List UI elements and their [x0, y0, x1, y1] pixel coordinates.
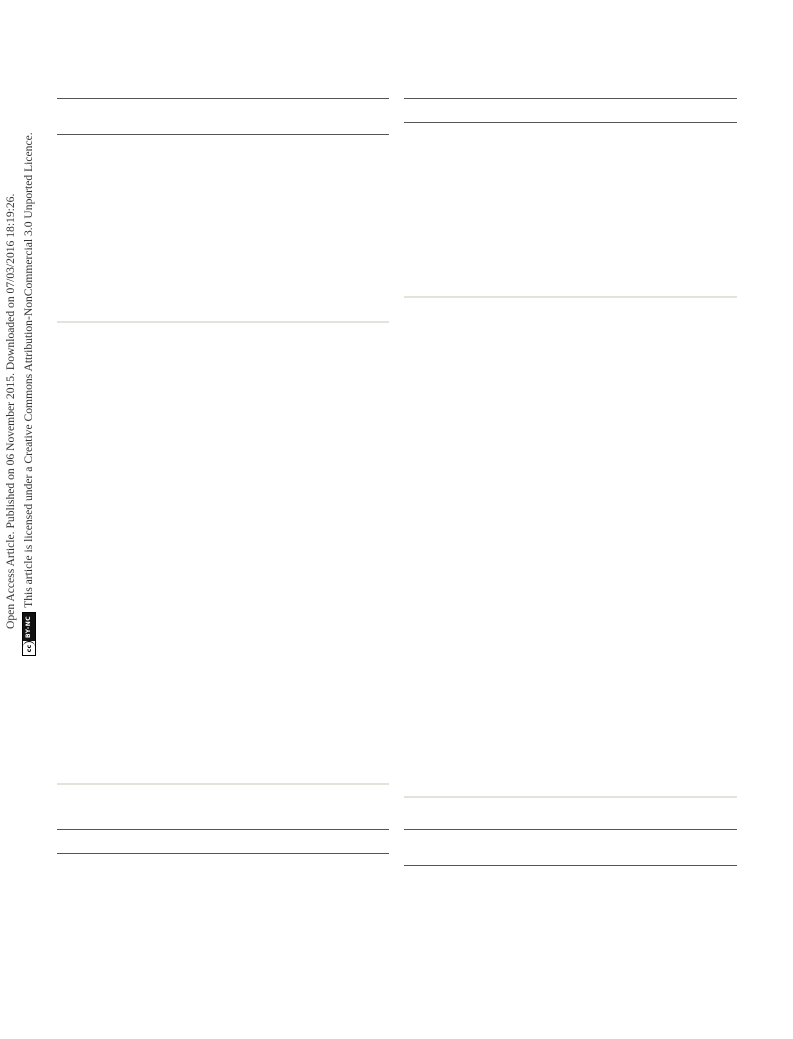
left-lower-table-header-rule [57, 853, 389, 854]
right-table-top-rule [404, 98, 737, 99]
licence-text[interactable]: This article is licensed under a Creative Commons Attribution-NonCommercial 3.0 Unported Licence. [22, 132, 35, 608]
left-table-top-rule [57, 98, 389, 99]
license-notice-line2 [22, 120, 36, 656]
left-lower-table-top-rule [57, 829, 389, 830]
left-section-rule [57, 783, 389, 785]
right-table-bottom-rule [404, 296, 737, 298]
right-lower-table-bottom-rule [404, 865, 737, 866]
license-notice-line1 [4, 120, 18, 656]
right-lower-table-top-rule [404, 829, 737, 830]
cc-by-nc-label: BY-NC [23, 613, 35, 641]
left-table-header-rule [57, 134, 389, 135]
right-section-rule [404, 796, 737, 798]
left-table-bottom-rule [57, 321, 389, 323]
cc-circle-icon: cc [23, 641, 35, 655]
published-notice-text: Open Access Article. Published on 06 November 2015. Downloaded on 07/03/2016 18:19:26. [4, 193, 17, 629]
right-table-header-rule [404, 122, 737, 123]
creative-commons-icon[interactable] [22, 612, 36, 656]
license-notice [4, 120, 36, 656]
license-notice-rotated [4, 120, 36, 656]
